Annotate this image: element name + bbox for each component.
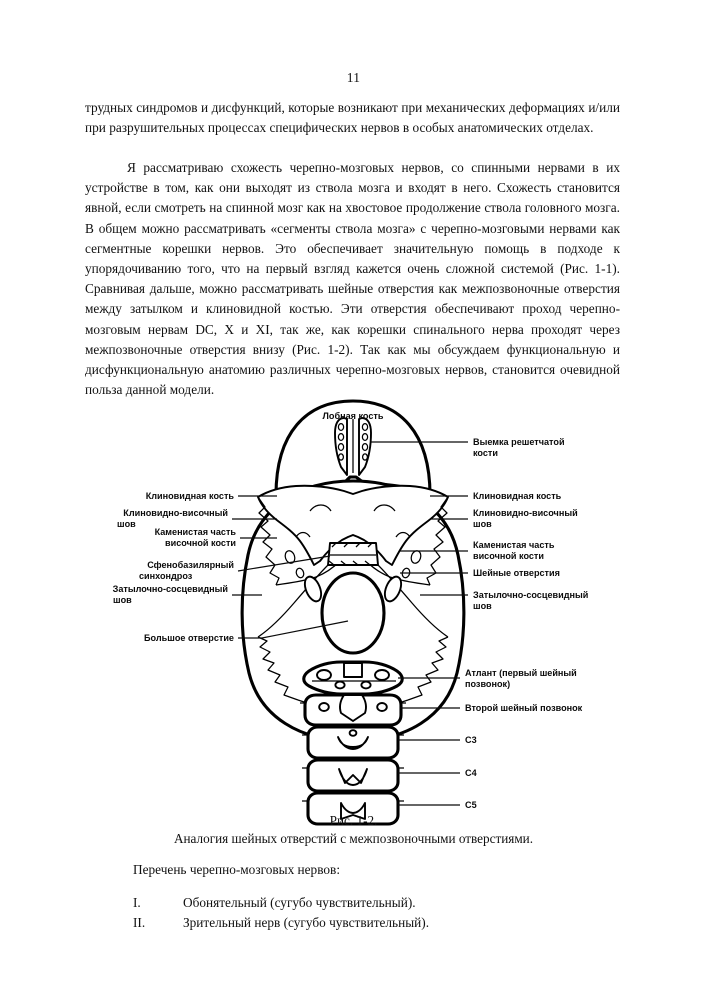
figure-caption (0, 812, 707, 848)
label-atlas-line2: позвонок) (465, 679, 511, 689)
label-sphenotemporal-suture-left-line2: шов (117, 519, 136, 529)
label-foramen-magnum: Большое отверстие (144, 633, 234, 643)
foramen-magnum-shape (322, 573, 384, 653)
list-item (133, 893, 613, 913)
body-paragraph-2-text: Я рассматриваю схожесть черепно-мозговых нервов, со спинными нервами в их устройстве в том, как они выходят из ствола мозга и входят в него. Схожесть становится явной, если смотреть на спинной мозг как на хвостовое продолжение ствола головного мозга. В общем можно рассматривать «сегменты ствола мозга» с черепно-мозговыми нервами как сегментные корешки нервов. Это обеспечивает значительную помощь в подходе к упорядочиванию того, что на первый взгляд кажется очень сложной системой (Рис. 1-1). Сравнивая дальше, можно рассматривать шейные отверстия как межпозвоночные отверстия между затылком и клиновидной костью. Эти отверстия обеспечивают проход черепно-мозговым нервам DC, X и XI, так же, как корешки спинального нерва проходят через межпозвоночные отверстия внизу (Рис. 1-2). Так как мы обсуждаем функциональную и дисфункциональную анатомию различных черепно-мозговых нервов, становится очевидной польза данной модели. (85, 160, 620, 398)
basilar-part (328, 543, 378, 565)
body-paragraph-1: трудных синдромов и дисфункций, которые возникают при механических деформациях и/или при разрушительных процессах специфических нервов в особых анатомических отделах. (85, 100, 620, 136)
label-sphenoid-bone-right: Клиновидная кость (473, 491, 562, 501)
label-sphenotemporal-suture-right: Клиновидно-височный (473, 508, 578, 518)
label-sphenobasilar-synchondrosis: Сфенобазилярный (147, 560, 234, 570)
label-frontal-bone: Лобная кость (322, 411, 384, 421)
page-number: 11 (346, 70, 361, 85)
figure-caption-number: Рис. 1-2. (329, 813, 378, 828)
label-petrous-part-right-line2: височной кости (473, 551, 544, 561)
vertebra-c3 (302, 727, 404, 758)
label-sphenotemporal-suture-right-line2: шов (473, 519, 492, 529)
label-occipitomastoid-suture-right-line2: шов (473, 601, 492, 611)
list-item-numeral: I. (133, 895, 141, 910)
label-occipitomastoid-suture-left: Затылочно-сосцевидный (112, 584, 228, 594)
label-petrous-part-left-line2: височной кости (165, 538, 236, 548)
label-atlas: Атлант (первый шейный (465, 668, 577, 678)
label-petrous-part-left: Каменистая часть (154, 527, 236, 537)
label-occipitomastoid-suture-right: Затылочно-сосцевидный (473, 590, 589, 600)
vertebra-atlas (304, 662, 403, 694)
list-item-numeral: II. (133, 914, 146, 930)
vertebra-c4 (302, 760, 404, 791)
label-ethmoid-notch: Выемка решетчатой (473, 437, 565, 447)
label-ethmoid-notch-line2: кости (473, 448, 498, 458)
label-c4: C4 (465, 768, 477, 778)
list-item-text: Зрительный нерв (сугубо чувствительный). (183, 914, 430, 930)
label-c3: C3 (465, 735, 477, 745)
label-axis: Второй шейный позвонок (465, 703, 583, 713)
ethmoid-notch-structure (335, 418, 371, 475)
label-occipitomastoid-suture-left-line2: шов (113, 595, 132, 605)
list-item (133, 913, 613, 933)
label-c5: C5 (465, 800, 477, 810)
label-jugular-foramina: Шейные отверстия (473, 568, 560, 578)
vertebra-axis (300, 695, 406, 725)
figure-caption-text: Аналогия шейных отверстий с межпозвоночными отверстиями. (173, 831, 534, 846)
nerve-list (133, 893, 613, 932)
body-paragraph-2 (85, 158, 620, 400)
label-sphenotemporal-suture-left: Клиновидно-височный (123, 508, 228, 518)
figure-1-2 (0, 385, 707, 810)
label-petrous-part-right: Каменистая часть (473, 540, 555, 550)
nerve-list-lead-in: Перечень черепно-мозговых нервов: (133, 862, 341, 877)
label-sphenobasilar-synchondrosis-line2: синхондроз (139, 571, 193, 581)
list-item-text: Обонятельный (сугубо чувствительный). (183, 895, 416, 910)
label-sphenoid-bone-left: Клиновидная кость (145, 491, 234, 501)
